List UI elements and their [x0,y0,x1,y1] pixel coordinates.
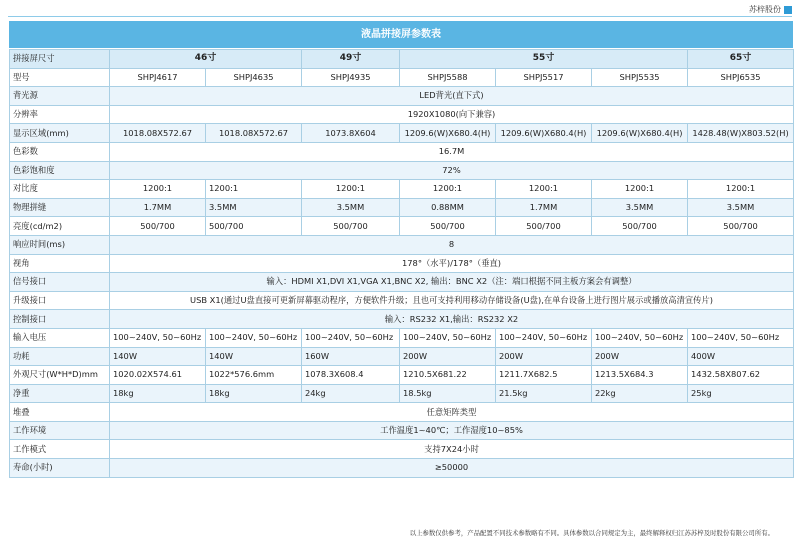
model-cell: SHPJ4617 [110,68,206,87]
display-area-cell: 1018.08X572.67 [110,124,206,143]
size-row [10,50,794,69]
weight-cell: 24kg [302,384,400,403]
power-label: 功耗 [10,347,110,366]
bezel-cell: 3.5MM [688,198,794,217]
signal-label: 信号接口 [10,273,110,292]
weight-cell: 18kg [110,384,206,403]
model-cell: SHPJ6535 [688,68,794,87]
display-area-cell: 1209.6(W)X680.4(H) [592,124,688,143]
brightness-row [10,217,794,236]
backlight-value: LED背光(直下式) [110,87,794,106]
dimensions-cell: 1210.5X681.22 [400,366,496,385]
mode-row [10,440,794,459]
voltage-cell: 100~240V, 50~60Hz [400,328,496,347]
voltage-cell: 100~240V, 50~60Hz [496,328,592,347]
size-49: 49寸 [302,50,400,69]
model-cell: SHPJ4935 [302,68,400,87]
saturation-label: 色彩饱和度 [10,161,110,180]
contrast-cell: 1200:1 [110,180,206,199]
weight-cell: 18kg [206,384,302,403]
voltage-cell: 100~240V, 50~60Hz [110,328,206,347]
signal-row [10,273,794,292]
weight-row [10,384,794,403]
weight-cell: 21.5kg [496,384,592,403]
lifespan-label: 寿命(小时) [10,459,110,478]
brand-square-icon [784,6,792,14]
spec-sheet [9,21,793,478]
spec-table [9,49,794,478]
lifespan-value: ≥50000 [110,459,794,478]
environment-row [10,421,794,440]
saturation-value: 72% [110,161,794,180]
size-label: 拼接屏尺寸 [10,50,110,69]
weight-cell: 18.5kg [400,384,496,403]
brand-header [749,4,792,15]
display-area-cell: 1209.6(W)X680.4(H) [496,124,592,143]
model-cell: SHPJ4635 [206,68,302,87]
stacking-label: 堆叠 [10,403,110,422]
mode-label: 工作模式 [10,440,110,459]
response-row [10,235,794,254]
dimensions-cell: 1020.02X574.61 [110,366,206,385]
brightness-cell: 500/700 [400,217,496,236]
power-cell: 400W [688,347,794,366]
bezel-cell: 3.5MM [206,198,302,217]
resolution-label: 分辨率 [10,105,110,124]
bezel-cell: 0.88MM [400,198,496,217]
header-divider [8,16,792,17]
brightness-label: 亮度(cd/m2) [10,217,110,236]
upgrade-label: 升级接口 [10,291,110,310]
saturation-row [10,161,794,180]
mode-value: 支持7X24小时 [110,440,794,459]
backlight-label: 背光源 [10,87,110,106]
model-cell: SHPJ5535 [592,68,688,87]
control-label: 控制接口 [10,310,110,329]
control-value: 输入：RS232 X1,输出：RS232 X2 [110,310,794,329]
colors-value: 16.7M [110,142,794,161]
table-title: 液晶拼接屏参数表 [9,21,793,49]
voltage-label: 输入电压 [10,328,110,347]
dimensions-cell: 1078.3X608.4 [302,366,400,385]
dimensions-cell: 1022*576.6mm [206,366,302,385]
upgrade-row [10,291,794,310]
contrast-cell: 1200:1 [400,180,496,199]
viewing-row [10,254,794,273]
power-cell: 160W [302,347,400,366]
brightness-cell: 500/700 [592,217,688,236]
display-area-row [10,124,794,143]
display-area-cell: 1209.6(W)X680.4(H) [400,124,496,143]
colors-label: 色彩数 [10,142,110,161]
dimensions-cell: 1211.7X682.5 [496,366,592,385]
display-area-cell: 1073.8X604 [302,124,400,143]
brightness-cell: 500/700 [302,217,400,236]
resolution-value: 1920X1080(向下兼容) [110,105,794,124]
contrast-cell: 1200:1 [302,180,400,199]
voltage-row [10,328,794,347]
display-area-cell: 1018.08X572.67 [206,124,302,143]
voltage-cell: 100~240V, 50~60Hz [302,328,400,347]
lifespan-row [10,459,794,478]
brightness-cell: 500/700 [496,217,592,236]
size-46: 46寸 [110,50,302,69]
power-cell: 200W [400,347,496,366]
power-cell: 200W [496,347,592,366]
signal-value: 输入：HDMI X1,DVI X1,VGA X1,BNC X2, 输出：BNC X2（注：端口根据不同主板方案会有调整） [110,273,794,292]
bezel-row [10,198,794,217]
contrast-cell: 1200:1 [496,180,592,199]
viewing-value: 178°（水平)/178°（垂直) [110,254,794,273]
bezel-label: 物理拼缝 [10,198,110,217]
power-cell: 140W [206,347,302,366]
contrast-cell: 1200:1 [688,180,794,199]
upgrade-value: USB X1(通过U盘直接可更新屏幕驱动程序，方便软件升级；且也可支持利用移动存储设备(U盘),在单台设备上进行图片展示或播放高清宣传片) [110,291,794,310]
viewing-label: 视角 [10,254,110,273]
brightness-cell: 500/700 [110,217,206,236]
weight-label: 净重 [10,384,110,403]
environment-label: 工作环境 [10,421,110,440]
voltage-cell: 100~240V, 50~60Hz [688,328,794,347]
dimensions-label: 外观尺寸(W*H*D)mm [10,366,110,385]
dimensions-cell: 1432.58X807.62 [688,366,794,385]
environment-value: 工作温度1~40℃；工作湿度10~85% [110,421,794,440]
response-label: 响应时间(ms) [10,235,110,254]
contrast-row [10,180,794,199]
power-cell: 200W [592,347,688,366]
brightness-cell: 500/700 [688,217,794,236]
bezel-cell: 3.5MM [592,198,688,217]
dimensions-row [10,366,794,385]
brightness-cell: 500/700 [206,217,302,236]
voltage-cell: 100~240V, 50~60Hz [206,328,302,347]
contrast-label: 对比度 [10,180,110,199]
model-label: 型号 [10,68,110,87]
colors-row [10,142,794,161]
brand-name: 苏梓股份 [749,5,781,14]
stacking-row [10,403,794,422]
power-cell: 140W [110,347,206,366]
contrast-cell: 1200:1 [206,180,302,199]
power-row [10,347,794,366]
resolution-row [10,105,794,124]
backlight-row [10,87,794,106]
display-area-cell: 1428.48(W)X803.52(H) [688,124,794,143]
voltage-cell: 100~240V, 50~60Hz [592,328,688,347]
size-55: 55寸 [400,50,688,69]
model-row [10,68,794,87]
model-cell: SHPJ5588 [400,68,496,87]
control-row [10,310,794,329]
model-cell: SHPJ5517 [496,68,592,87]
weight-cell: 25kg [688,384,794,403]
size-65: 65寸 [688,50,794,69]
bezel-cell: 1.7MM [496,198,592,217]
stacking-value: 任意矩阵类型 [110,403,794,422]
bezel-cell: 3.5MM [302,198,400,217]
dimensions-cell: 1213.5X684.3 [592,366,688,385]
footnote: 以上参数仅供参考，产品配置不同技术参数略有不同。具体参数以合同规定为主，最终解释权归江苏苏梓及时股份有限公司所有。 [409,529,774,537]
weight-cell: 22kg [592,384,688,403]
bezel-cell: 1.7MM [110,198,206,217]
display-area-label: 显示区域(mm) [10,124,110,143]
response-value: 8 [110,235,794,254]
contrast-cell: 1200:1 [592,180,688,199]
